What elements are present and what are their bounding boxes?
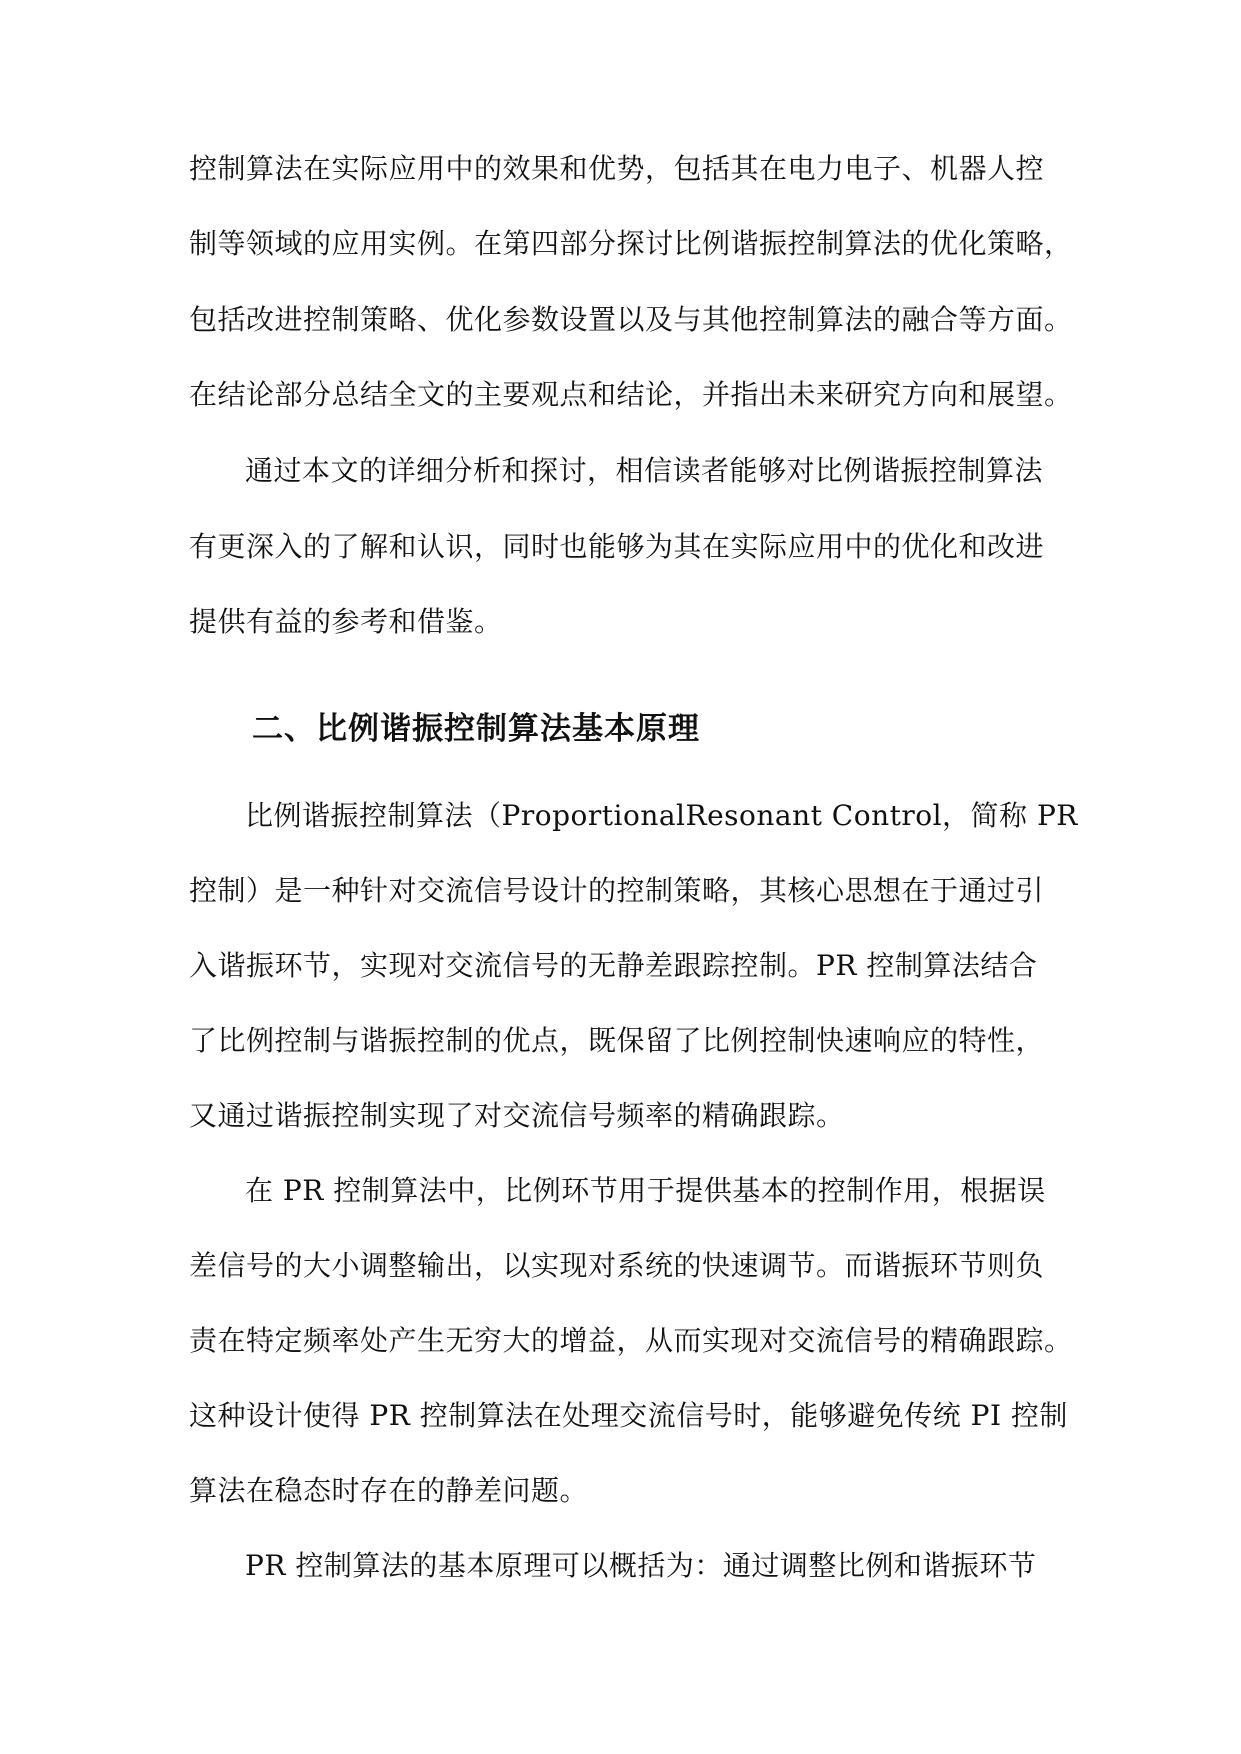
paragraph-line: 入谐振环节，实现对交流信号的无静差跟踪控制。PR 控制算法结合 xyxy=(189,949,1038,982)
paragraph-line: 在结论部分总结全文的主要观点和结论，并指出未来研究方向和展望。 xyxy=(189,378,1073,411)
paragraph-line: 控制）是一种针对交流信号设计的控制策略，其核心思想在于通过引 xyxy=(189,874,1045,907)
section-heading: 二、比例谐振控制算法基本原理 xyxy=(252,711,700,747)
paragraph-line: 通过本文的详细分析和探讨，相信读者能够对比例谐振控制算法 xyxy=(245,454,1044,487)
paragraph-line: 差信号的大小调整输出，以实现对系统的快速调节。而谐振环节则负 xyxy=(189,1249,1045,1282)
paragraph-line: 制等领域的应用实例。在第四部分探讨比例谐振控制算法的优化策略， xyxy=(189,227,1073,260)
paragraph-line: 责在特定频率处产生无穷大的增益，从而实现对交流信号的精确跟踪。 xyxy=(189,1324,1073,1357)
paragraph-line: 包括改进控制策略、优化参数设置以及与其他控制算法的融合等方面。 xyxy=(189,303,1073,336)
paragraph-line: 这种设计使得 PR 控制算法在处理交流信号时，能够避免传统 PI 控制 xyxy=(189,1399,1068,1432)
paragraph-line: 又通过谐振控制实现了对交流信号频率的精确跟踪。 xyxy=(189,1099,845,1132)
paragraph-line: 在 PR 控制算法中，比例环节用于提供基本的控制作用，根据误 xyxy=(245,1174,1046,1207)
paragraph-line: 控制算法在实际应用中的效果和优势，包括其在电力电子、机器人控 xyxy=(189,152,1045,185)
paragraph-line: 提供有益的参考和借鉴。 xyxy=(189,605,503,638)
paragraph-line: PR 控制算法的基本原理可以概括为：通过调整比例和谐振环节 xyxy=(245,1549,1037,1582)
paragraph-line: 了比例控制与谐振控制的优点，既保留了比例控制快速响应的特性， xyxy=(189,1024,1045,1057)
paragraph-line: 比例谐振控制算法（ProportionalResonant Control，简称 PR xyxy=(245,799,1078,832)
paragraph-line: 算法在稳态时存在的静差问题。 xyxy=(189,1474,589,1507)
paragraph-line: 有更深入的了解和认识，同时也能够为其在实际应用中的优化和改进 xyxy=(189,530,1045,563)
